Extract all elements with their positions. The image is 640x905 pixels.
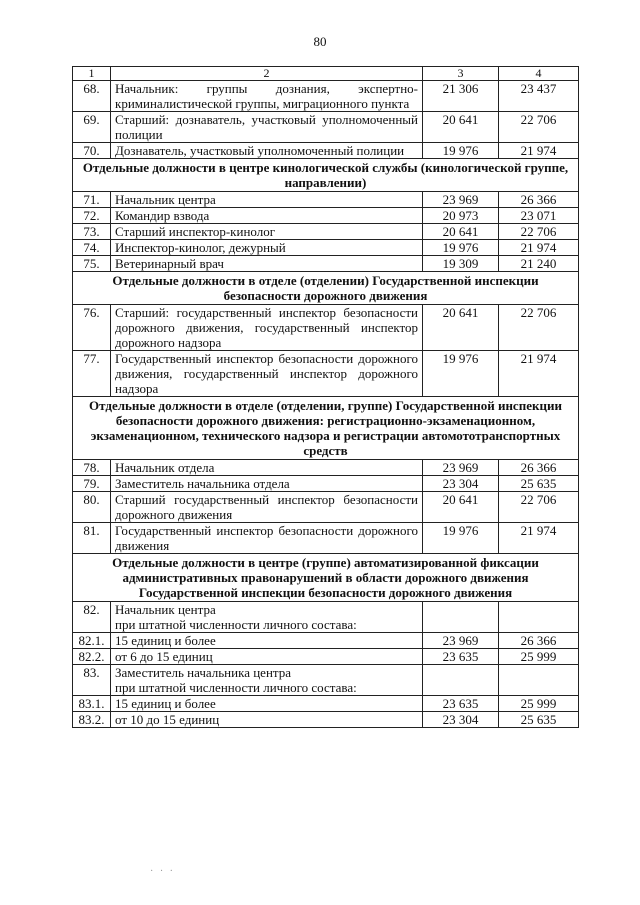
salary-value-col3: 20 641 — [423, 224, 499, 240]
table-row — [73, 240, 579, 256]
salary-value-col3: 20 641 — [423, 112, 499, 143]
table-row — [73, 460, 579, 476]
row-number: 80. — [73, 492, 111, 523]
salary-table — [72, 66, 579, 728]
position-title: Инспектор-кинолог, дежурный — [111, 240, 423, 256]
table-row — [73, 81, 579, 112]
row-number: 75. — [73, 256, 111, 272]
table-row — [73, 696, 579, 712]
salary-value-col3: 19 976 — [423, 523, 499, 554]
row-number: 74. — [73, 240, 111, 256]
table-row — [73, 523, 579, 554]
position-title: Начальник отдела — [111, 460, 423, 476]
salary-value-col4: 23 071 — [499, 208, 579, 224]
position-title: Начальник: группы дознания, экспертно-криминалистической группы, миграционного пункта — [111, 81, 423, 112]
column-header-4: 4 — [499, 67, 579, 81]
section-heading-row — [73, 397, 579, 460]
salary-value-col3: 21 306 — [423, 81, 499, 112]
section-title: Отдельные должности в центре кинологической службы (кинологической группе, направлении) — [73, 159, 579, 192]
salary-value-col3: 19 976 — [423, 351, 499, 397]
row-number: 76. — [73, 305, 111, 351]
salary-value-col4: 25 635 — [499, 712, 579, 728]
salary-value-col3: 23 635 — [423, 696, 499, 712]
column-header-1: 1 — [73, 67, 111, 81]
position-title: Дознаватель, участковый уполномоченный полиции — [111, 143, 423, 159]
position-title: Заместитель начальника отдела — [111, 476, 423, 492]
salary-value-col3: 19 976 — [423, 143, 499, 159]
position-title: Старший инспектор-кинолог — [111, 224, 423, 240]
salary-value-col4: 25 635 — [499, 476, 579, 492]
row-number: 82. — [73, 602, 111, 633]
salary-value-col4: 21 974 — [499, 523, 579, 554]
table-row — [73, 351, 579, 397]
salary-value-col3: 19 976 — [423, 240, 499, 256]
table-row — [73, 143, 579, 159]
salary-value-col3: 23 304 — [423, 712, 499, 728]
salary-value-col3 — [423, 665, 499, 696]
position-title: Заместитель начальника центра при штатной численности личного состава: — [111, 665, 423, 696]
table-row — [73, 492, 579, 523]
position-title: Старший государственный инспектор безопасности дорожного движения — [111, 492, 423, 523]
position-title: Начальник центра — [111, 192, 423, 208]
table-row — [73, 602, 579, 633]
salary-value-col4: 22 706 — [499, 224, 579, 240]
table-row — [73, 633, 579, 649]
salary-value-col4: 21 974 — [499, 351, 579, 397]
row-number: 81. — [73, 523, 111, 554]
section-heading-row — [73, 159, 579, 192]
position-title: 15 единиц и более — [111, 696, 423, 712]
salary-value-col4: 25 999 — [499, 696, 579, 712]
salary-value-col3: 20 641 — [423, 305, 499, 351]
position-title: Ветеринарный врач — [111, 256, 423, 272]
row-number: 71. — [73, 192, 111, 208]
salary-value-col4: 26 366 — [499, 460, 579, 476]
position-title: от 6 до 15 единиц — [111, 649, 423, 665]
salary-value-col4 — [499, 665, 579, 696]
table-row — [73, 665, 579, 696]
position-title: Старший: дознаватель, участковый уполномоченный полиции — [111, 112, 423, 143]
row-number: 82.2. — [73, 649, 111, 665]
row-number: 77. — [73, 351, 111, 397]
position-title: Командир взвода — [111, 208, 423, 224]
salary-value-col3: 23 969 — [423, 460, 499, 476]
section-title: Отдельные должности в центре (группе) автоматизированной фиксации административных правонарушений в области дорожного движения Государственной инспекции безопасности дорожного движения — [73, 554, 579, 602]
salary-value-col3: 19 309 — [423, 256, 499, 272]
table-row — [73, 192, 579, 208]
salary-value-col4: 21 240 — [499, 256, 579, 272]
row-number: 79. — [73, 476, 111, 492]
salary-value-col4: 22 706 — [499, 112, 579, 143]
position-title: 15 единиц и более — [111, 633, 423, 649]
row-number: 83. — [73, 665, 111, 696]
row-number: 69. — [73, 112, 111, 143]
row-number: 73. — [73, 224, 111, 240]
row-number: 82.1. — [73, 633, 111, 649]
salary-value-col4 — [499, 602, 579, 633]
salary-value-col3: 23 635 — [423, 649, 499, 665]
table-row — [73, 712, 579, 728]
table-row — [73, 476, 579, 492]
section-title: Отдельные должности в отделе (отделении) Государственной инспекции безопасности дорожного движения — [73, 272, 579, 305]
position-title: Старший: государственный инспектор безопасности дорожного движения, государственный инспектор дорожного надзора — [111, 305, 423, 351]
salary-value-col4: 21 974 — [499, 240, 579, 256]
position-title: Начальник центра при штатной численности личного состава: — [111, 602, 423, 633]
salary-value-col4: 26 366 — [499, 633, 579, 649]
row-number: 72. — [73, 208, 111, 224]
table-row — [73, 208, 579, 224]
row-number: 68. — [73, 81, 111, 112]
table-row — [73, 649, 579, 665]
salary-value-col3: 23 969 — [423, 192, 499, 208]
scan-artifact: · · · — [150, 866, 175, 877]
salary-value-col3 — [423, 602, 499, 633]
position-title: от 10 до 15 единиц — [111, 712, 423, 728]
table-row — [73, 112, 579, 143]
salary-value-col3: 20 641 — [423, 492, 499, 523]
section-title: Отдельные должности в отделе (отделении, группе) Государственной инспекции безопасности дорожного движения: регистрационно-экзаменационном, экзаменационном, технического надзора и регистрации автомототранспортных средств — [73, 397, 579, 460]
salary-value-col4: 21 974 — [499, 143, 579, 159]
salary-value-col4: 23 437 — [499, 81, 579, 112]
page-number: 80 — [313, 34, 327, 49]
salary-value-col4: 25 999 — [499, 649, 579, 665]
table-row — [73, 224, 579, 240]
section-heading-row — [73, 554, 579, 602]
position-title: Государственный инспектор безопасности дорожного движения, государственный инспектор дорожного надзора — [111, 351, 423, 397]
column-header-2: 2 — [111, 67, 423, 81]
row-number: 83.1. — [73, 696, 111, 712]
salary-value-col3: 20 973 — [423, 208, 499, 224]
salary-value-col4: 22 706 — [499, 492, 579, 523]
table-header-row — [73, 67, 579, 81]
column-header-3: 3 — [423, 67, 499, 81]
salary-value-col4: 22 706 — [499, 305, 579, 351]
table-row — [73, 305, 579, 351]
position-title: Государственный инспектор безопасности дорожного движения — [111, 523, 423, 554]
salary-value-col4: 26 366 — [499, 192, 579, 208]
section-heading-row — [73, 272, 579, 305]
salary-value-col3: 23 304 — [423, 476, 499, 492]
table-row — [73, 256, 579, 272]
row-number: 70. — [73, 143, 111, 159]
salary-value-col3: 23 969 — [423, 633, 499, 649]
row-number: 78. — [73, 460, 111, 476]
row-number: 83.2. — [73, 712, 111, 728]
